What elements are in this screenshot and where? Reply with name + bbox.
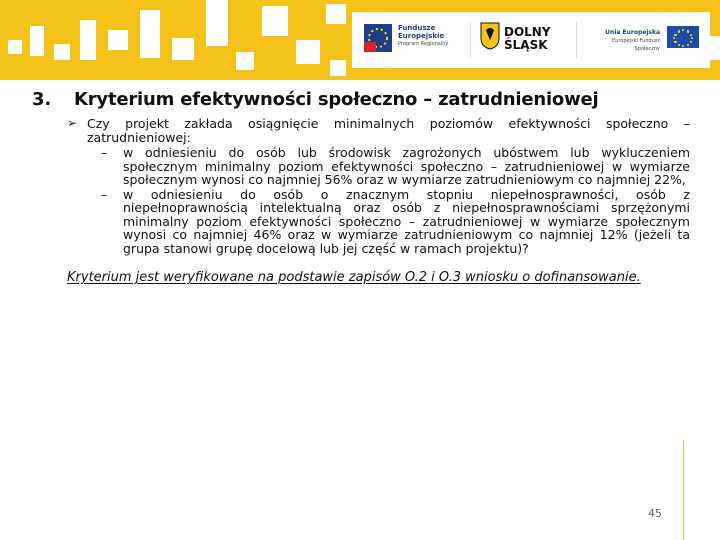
sub-item-text: w odniesieniu do osób o znacznym stopniu niepełnosprawności, osób z niepełnoprawnością intelektualną oraz osób z niepełnosprawnościami sprzężonymi minimalny poziom efektywności społeczno – zatrudnieniowej w wymiarze społecznym wynosi co najmniej 46% oraz w wymiarze zatrudnieniowym co najmniej 12% (jeżeli ta grupa stanowi grupę docelową lub jej część w ramach projektu)? [123, 186, 690, 256]
dolny-line1: DOLNY [504, 25, 551, 39]
section-number: 3. [32, 89, 51, 110]
dash-bullet-icon: – [101, 145, 108, 160]
decor-square [30, 26, 44, 56]
sub-item-list [101, 146, 690, 255]
decor-square [296, 40, 320, 64]
list-item [101, 146, 690, 187]
decor-square [326, 4, 346, 24]
page-divider-line [683, 440, 684, 540]
decor-square [54, 44, 70, 60]
question-text: Czy projekt zakłada osiągnięcie minimalnych poziomów efektywności społeczno – zatrudnieniowej: [87, 116, 690, 145]
logos-strip [352, 12, 710, 68]
header-banner [0, 0, 720, 80]
fundusze-line1: Fundusze [398, 24, 436, 32]
decor-square [262, 6, 288, 36]
ue-logo-text [590, 29, 660, 53]
section-title [32, 89, 599, 110]
logo-divider [470, 22, 471, 58]
dash-bullet-icon: – [101, 186, 108, 202]
eu-flag-icon [667, 26, 699, 48]
decor-square [80, 20, 96, 60]
fundusze-line2: Europejskie [398, 32, 445, 40]
list-item [101, 188, 690, 256]
arrow-bullet-icon: ➢ [67, 116, 78, 130]
verification-note: Kryterium jest weryfikowane na podstawie zapisów O.2 i O.3 wniosku o dofinansowanie. [67, 270, 641, 285]
dolny-slask-logo-text [504, 26, 551, 52]
section-title-text: Kryterium efektywności społeczno – zatrudnieniowej [74, 89, 599, 110]
fundusze-europejskie-logo-icon [362, 22, 394, 54]
decor-square [108, 30, 128, 50]
dolny-slask-crest-icon [480, 22, 500, 50]
decor-square [330, 60, 346, 76]
fundusze-line3: Program Regionalny [398, 41, 449, 47]
decor-square [236, 52, 254, 70]
sub-item-text: w odniesieniu do osób lub środowisk zagrożonych ubóstwem lub wykluczeniem społecznym minimalny poziom efektywności społeczno – zatrudnieniowej w wymiarze społecznym wynosi co najmniej 56% oraz w wymiarze zatrudnieniowym co najmniej 22%, [123, 145, 690, 187]
page-number: 45 [648, 507, 662, 520]
decor-square [140, 10, 160, 58]
decor-square [206, 0, 228, 46]
dolny-line2: ŚLĄSK [504, 38, 548, 52]
ue-line2: Europejski Fundusz Społeczny [612, 38, 660, 52]
decor-square [172, 38, 194, 60]
fundusze-logo-text [398, 24, 448, 48]
question-bullet [67, 117, 690, 144]
decor-square [8, 40, 22, 54]
ue-line1: Unia Europejska [605, 29, 660, 36]
logo-divider [576, 22, 577, 58]
criterion-content [67, 117, 690, 285]
